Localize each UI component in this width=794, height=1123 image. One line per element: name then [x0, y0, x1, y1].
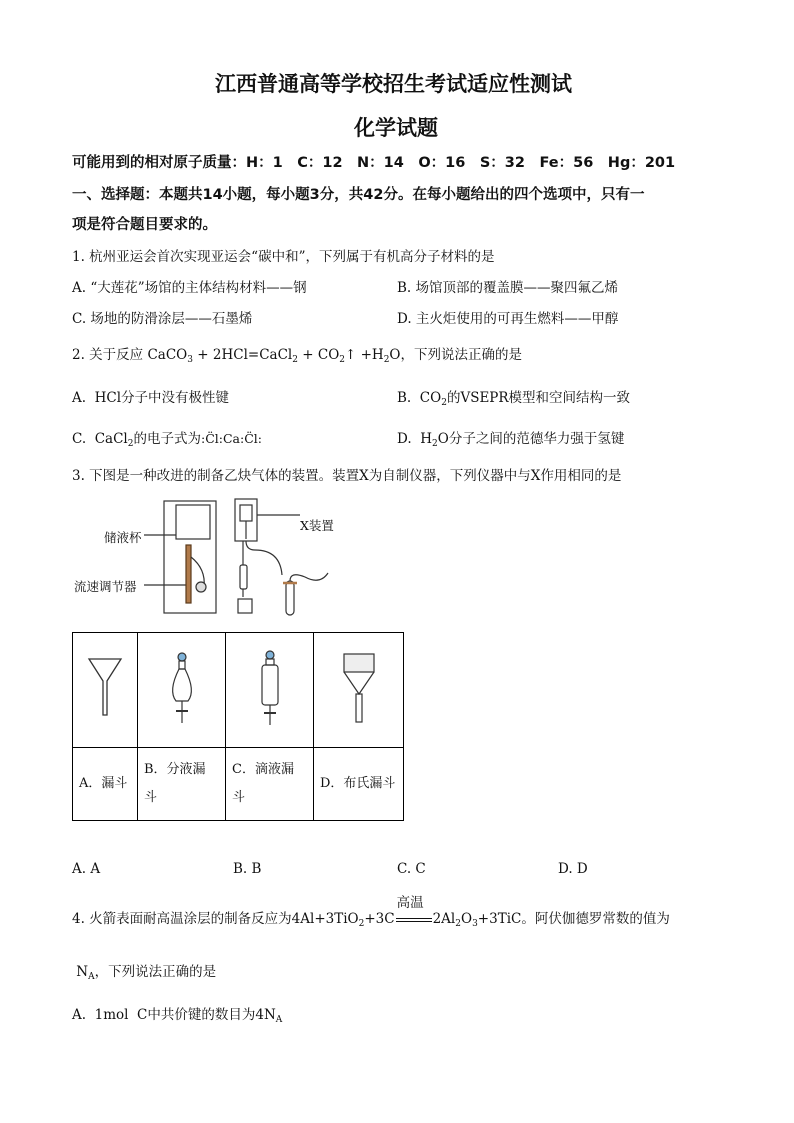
connection-tube: [246, 541, 282, 575]
q3-choice-c: C. C: [397, 861, 426, 877]
exam-title: 江西普通高等学校招生考试适应性测试: [215, 72, 572, 96]
q1-stem: 1. 杭州亚运会首次实现亚运会“碳中和”，下列属于有机高分子材料的是: [72, 249, 495, 265]
q4-line2-suffix: ，下列说法正确的是: [94, 964, 217, 980]
section-heading-line1: 一、选择题：本题共14小题，每小题3分，共42分。在每小题给出的四个选项中，只有一: [72, 187, 645, 203]
img-cell-buchner-funnel: [314, 633, 404, 748]
q2-a-label: A.: [72, 390, 87, 406]
liquid-cup: [176, 505, 210, 539]
q4-reaction-left: 4Al+3TiO$_2$+3C: [291, 911, 395, 929]
x-device-inner: [240, 505, 252, 521]
q3-options-table: [72, 632, 404, 821]
q2-c-text: 的电子式为: [133, 431, 201, 447]
q2-d-text: 分子之间的范德华力强于氢键: [448, 431, 625, 447]
beaker: [238, 599, 252, 613]
q2-option-c: [72, 427, 262, 449]
q2-c-electron-formula: :C̈l:Ca:C̈l:: [201, 431, 262, 446]
q4-condition: 高温: [396, 895, 424, 911]
img-cell-funnel: [73, 633, 138, 748]
q4-a-quantity: 1mol C: [90, 1007, 148, 1023]
q1-option-c: C. 场地的防滑涂层——石墨烯: [72, 311, 253, 327]
label-liquid-cup: 储液杯: [104, 530, 142, 545]
option-label-b: B．分液漏 斗: [138, 748, 226, 821]
section-heading-line2: 项是符合题目要求的。: [72, 217, 217, 233]
separatory-funnel-icon: [162, 651, 202, 725]
test-tube: [286, 581, 294, 615]
q1-option-b: B. 场馆顶部的覆盖膜——聚四氟乙烯: [397, 280, 619, 296]
q4-reaction-right: $2Al_2O_3+3TiC$: [432, 911, 522, 929]
q3-stem: 3. 下图是一种改进的制备乙炔气体的装置。装置X为自制仪器，下列仪器中与X作用相同的是: [72, 468, 622, 484]
q2-c-label: C.: [72, 431, 87, 447]
q4-a-value: $4N_A$: [255, 1007, 283, 1025]
q4-stem: [72, 895, 670, 929]
left-column: [240, 565, 247, 589]
option-label-c: C．滴液漏 斗: [226, 748, 314, 821]
q2-c-formula: CaCl$_2$: [90, 431, 134, 449]
q2-b-label: B.: [397, 390, 412, 406]
label-flow-regulator: 流速调节器: [74, 579, 137, 594]
img-cell-dropping-funnel: [226, 633, 314, 748]
option-label-a: A．漏斗: [73, 748, 138, 821]
q2-option-a: [72, 386, 229, 406]
gas-outlet-tube: [290, 573, 328, 581]
q4-a-label: A.: [72, 1007, 87, 1023]
atomic-masses: 可能用到的相对原子质量：H：1 C：12 N：14 O：16 S：32 Fe：56 Hg：201: [72, 155, 676, 171]
q3-choice-b: B. B: [233, 861, 262, 877]
flow-tube: [186, 545, 191, 603]
q4-line2: [72, 960, 216, 982]
q2-stem: [72, 343, 522, 365]
q2-reaction-equation: CaCO$_3$ + 2HCl=CaCl$_2$ + $CO_2↑ +H_2O$: [147, 347, 401, 365]
q4-option-a: [72, 1003, 282, 1025]
regulator-wheel: [196, 582, 206, 592]
q1-option-d: D. 主火炬使用的可再生燃料——甲醇: [397, 311, 619, 327]
q4-avogadro-symbol: $N_A$: [72, 964, 95, 982]
q2-a-text: 分子中没有极性键: [121, 390, 230, 406]
q2-a-formula: HCl: [90, 390, 122, 406]
option-label-d: D．布氏漏斗: [314, 748, 404, 821]
q2-stem-prefix: 2. 关于反应: [72, 347, 144, 363]
q2-option-b: [397, 386, 630, 408]
q4-stem-prefix: 4. 火箭表面耐高温涂层的制备反应为: [72, 911, 292, 927]
exam-subtitle: 化学试题: [354, 116, 438, 140]
q2-d-label: D.: [397, 431, 412, 447]
q2-stem-suffix: ，下列说法正确的是: [400, 347, 522, 363]
q2-b-formula: $CO_2$: [415, 390, 447, 408]
q2-option-d: [397, 427, 624, 449]
q3-choice-a: A. A: [72, 861, 101, 877]
q4-stem-suffix: 。阿伏伽德罗常数的值为: [521, 911, 670, 927]
q4-a-text: 中共价键的数目为: [147, 1007, 256, 1023]
buchner-funnel-icon: [339, 650, 379, 726]
q2-b-text: 的VSEPR模型和空间结构一致: [446, 390, 631, 406]
q1-option-a: A. “大莲花”场馆的主体结构材料——钢: [72, 280, 307, 296]
label-x-device: X装置: [300, 518, 334, 533]
dropping-funnel-icon: [250, 649, 290, 727]
funnel-icon: [85, 653, 125, 723]
q2-d-formula: $H_2O$: [415, 431, 449, 449]
q4-reaction-arrow: [395, 895, 433, 927]
q3-choice-d: D. D: [558, 861, 588, 877]
apparatus-diagram: [140, 495, 400, 625]
img-cell-separatory-funnel: [138, 633, 226, 748]
